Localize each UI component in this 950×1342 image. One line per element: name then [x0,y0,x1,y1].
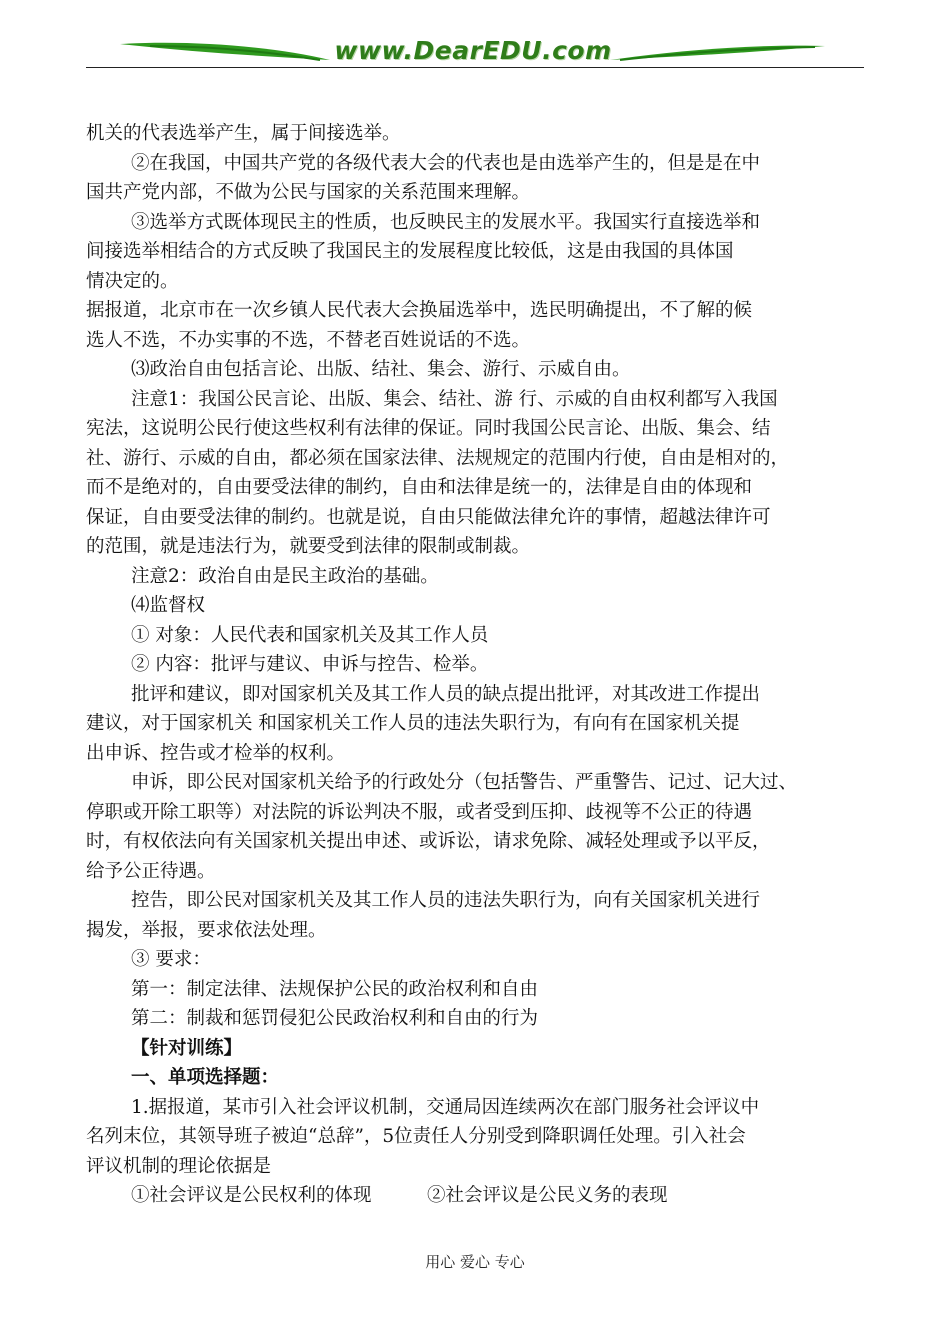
text-line: 出申诉、控告或才检举的权利。 [86,742,346,764]
text-line: ③选举方式既体现民主的性质，也反映民主的发展水平。我国实行直接选举和 [131,211,761,233]
text-line: 宪法，这说明公民行使这些权利有法律的保证。同时我国公民言论、出版、集会、结 [86,418,771,439]
text-line: ⑶政治自由包括言论、出版、结社、集会、游行、示威自由。 [131,359,631,380]
text-line: 保证，自由要受法律的制约。也就是说，自由只能做法律允许的事情，超越法律许可 [86,506,771,528]
text-line: 第二：制裁和惩罚侵犯公民政治权利和自由的行为 [131,1008,539,1029]
text-line: 选人不选，不办实事的不选，不替老百姓说话的不选。 [86,329,531,351]
text-line: ③ 要求： [131,949,211,970]
text-line: ⑷监督权 [131,595,206,616]
text-line: 建议，对于国家机关 和国家机关工作人员的违法失职行为，有向有在国家机关提 [86,713,740,734]
text-line: 控告，即公民对国家机关及其工作人员的违法失职行为，向有关国家机关进行 [131,890,761,911]
text-line: ① 对象：人民代表和国家机关及其工作人员 [131,624,489,646]
text-line: 注意1：我国公民言论、出版、集会、结社、游 行、示威的自由权利都写入我国 [131,388,778,410]
text-line: 机关的代表选举产生，属于间接选举。 [86,123,401,144]
text-line: 揭发，举报，要求依法处理。 [86,919,327,941]
text-line: 一、单项选择题： [131,1067,280,1088]
text-line: 情决定的。 [86,270,179,292]
document-body [86,119,866,1211]
text-line: ② 内容：批评与建议、申诉与控告、检举。 [131,654,489,675]
header-divider [86,67,864,68]
text-line: 申诉，即公民对国家机关给予的行政处分（包括警告、严重警告、记过、记大过、 [131,772,798,793]
text-line: 批评和建议，即对国家机关及其工作人员的缺点提出批评，对其改进工作提出 [131,683,761,705]
text-line: ①社会评议是公民权利的体现 ②社会评议是公民义务的表现 [131,1185,668,1206]
text-line: 评议机制的理论依据是 [86,1155,272,1177]
text-line: 1.据报道，某市引入社会评议机制，交通局因连续两次在部门服务社会评议中 [131,1096,760,1118]
text-line: 【针对训练】 [131,1037,243,1059]
text-line: 时，有权依法向有关国家机关提出申述、或诉讼，请求免除、减轻处理或予以平反， [86,831,771,852]
text-line: 据报道，北京市在一次乡镇人民代表大会换届选举中，选民明确提出，不了解的候 [86,300,753,321]
site-logo-text: www.DearEDU.com [334,36,612,65]
text-line: 名列末位，其领导班子被迫“总辞”，5位责任人分别受到降职调任处理。引入社会 [86,1126,746,1147]
text-line: 给予公正待遇。 [86,860,216,882]
text-line: 注意2：政治自由是民主政治的基础。 [131,565,439,587]
text-line: 第一：制定法律、法规保护公民的政治权利和自由 [131,978,539,1000]
text-line: ②在我国，中国共产党的各级代表大会的代表也是由选举产生的，但是是在中 [131,152,761,174]
text-line: 停职或开除工职等）对法院的诉讼判决不服，或者受到压抑、歧视等不公正的待遇 [86,801,753,823]
text-line: 国共产党内部，不做为公民与国家的关系范围来理解。 [86,182,531,203]
page-header [0,0,950,80]
page-footer: 用心 爱心 专心 [425,1253,525,1271]
text-line: 间接选举相结合的方式反映了我国民主的发展程度比较低，这是由我国的具体国 [86,241,734,262]
text-line: 社、游行、示威的自由，都必须在国家法律、法规规定的范围内行使，自由是相对的， [86,447,790,469]
text-line: 的范围，就是违法行为，就要受到法律的限制或制裁。 [86,536,531,557]
text-line: 而不是绝对的，自由要受法律的制约，自由和法律是统一的，法律是自由的体现和 [86,477,753,498]
